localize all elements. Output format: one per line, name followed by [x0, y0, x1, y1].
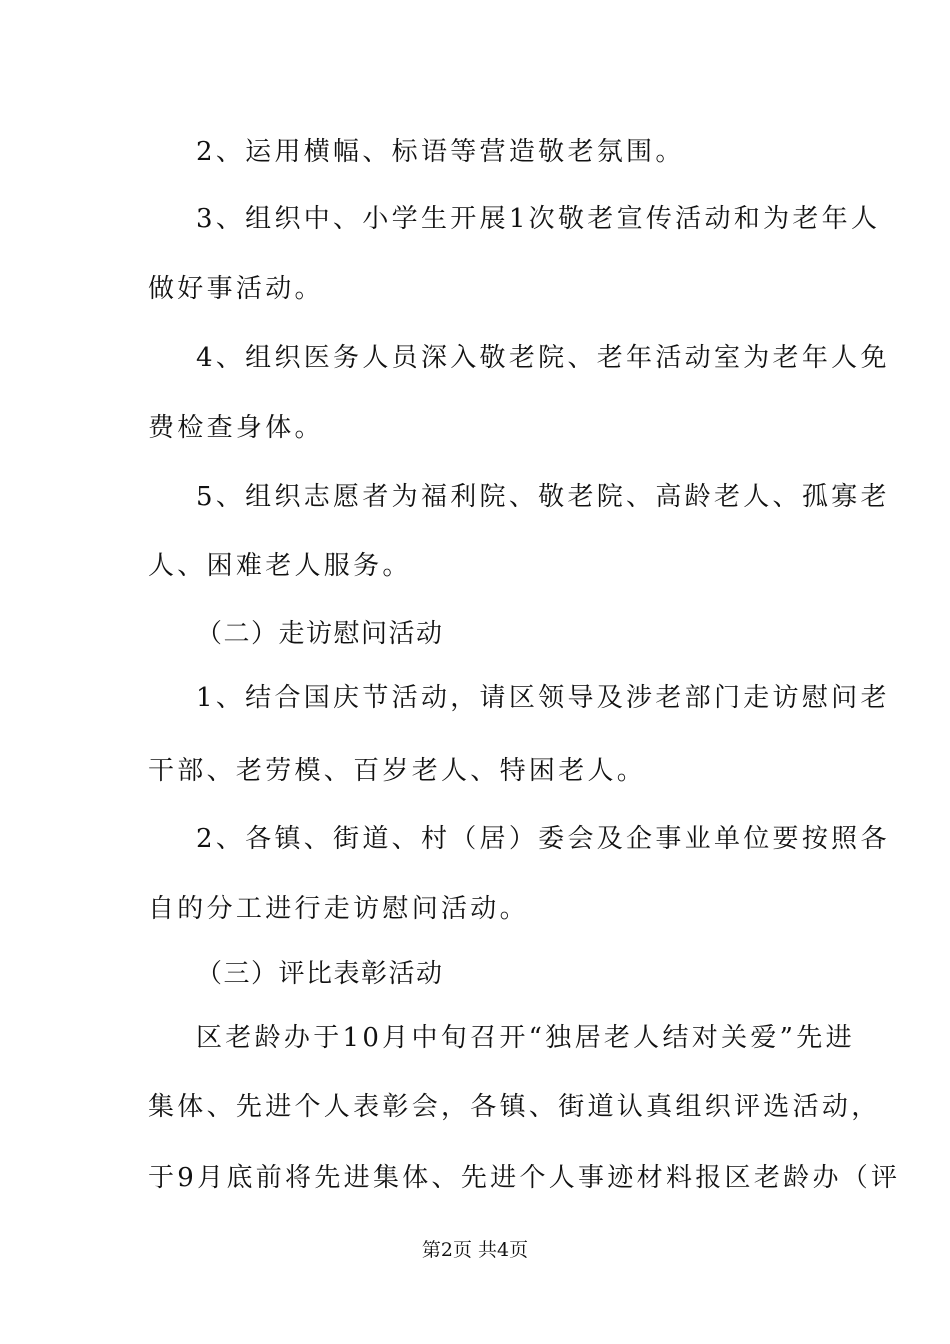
section-heading: （三）评比表彰活动 [196, 959, 444, 989]
paragraph-line: 人、困难老人服务。 [148, 551, 412, 581]
paragraph-line: 干部、老劳模、百岁老人、特困老人。 [148, 756, 647, 786]
paragraph-line: 1、结合国庆节活动，请区领导及涉老部门走访慰问老 [196, 683, 890, 713]
paragraph-line: 区老龄办于10月中旬召开“独居老人结对关爱”先进 [196, 1023, 855, 1053]
paragraph-line: 做好事活动。 [148, 274, 324, 304]
paragraph-line: 自的分工进行走访慰问活动。 [148, 894, 529, 924]
paragraph-line: 2、运用横幅、标语等营造敬老氛围。 [196, 137, 685, 167]
paragraph-line: 2、各镇、街道、村（居）委会及企事业单位要按照各 [196, 824, 890, 854]
paragraph-line: 5、组织志愿者为福利院、敬老院、高龄老人、孤寡老 [196, 482, 890, 512]
section-heading: （二）走访慰问活动 [196, 619, 444, 649]
paragraph-line: 3、组织中、小学生开展1次敬老宣传活动和为老年人 [196, 204, 881, 234]
paragraph-line: 4、组织医务人员深入敬老院、老年活动室为老年人免 [196, 343, 890, 373]
paragraph-line: 费检查身体。 [148, 413, 324, 443]
page-number-footer: 第2页 共4页 [421, 1239, 529, 1261]
paragraph-line: 于9月底前将先进集体、先进个人事迹材料报区老龄办（评 [148, 1163, 901, 1193]
paragraph-line: 集体、先进个人表彰会，各镇、街道认真组织评选活动， [148, 1092, 881, 1122]
